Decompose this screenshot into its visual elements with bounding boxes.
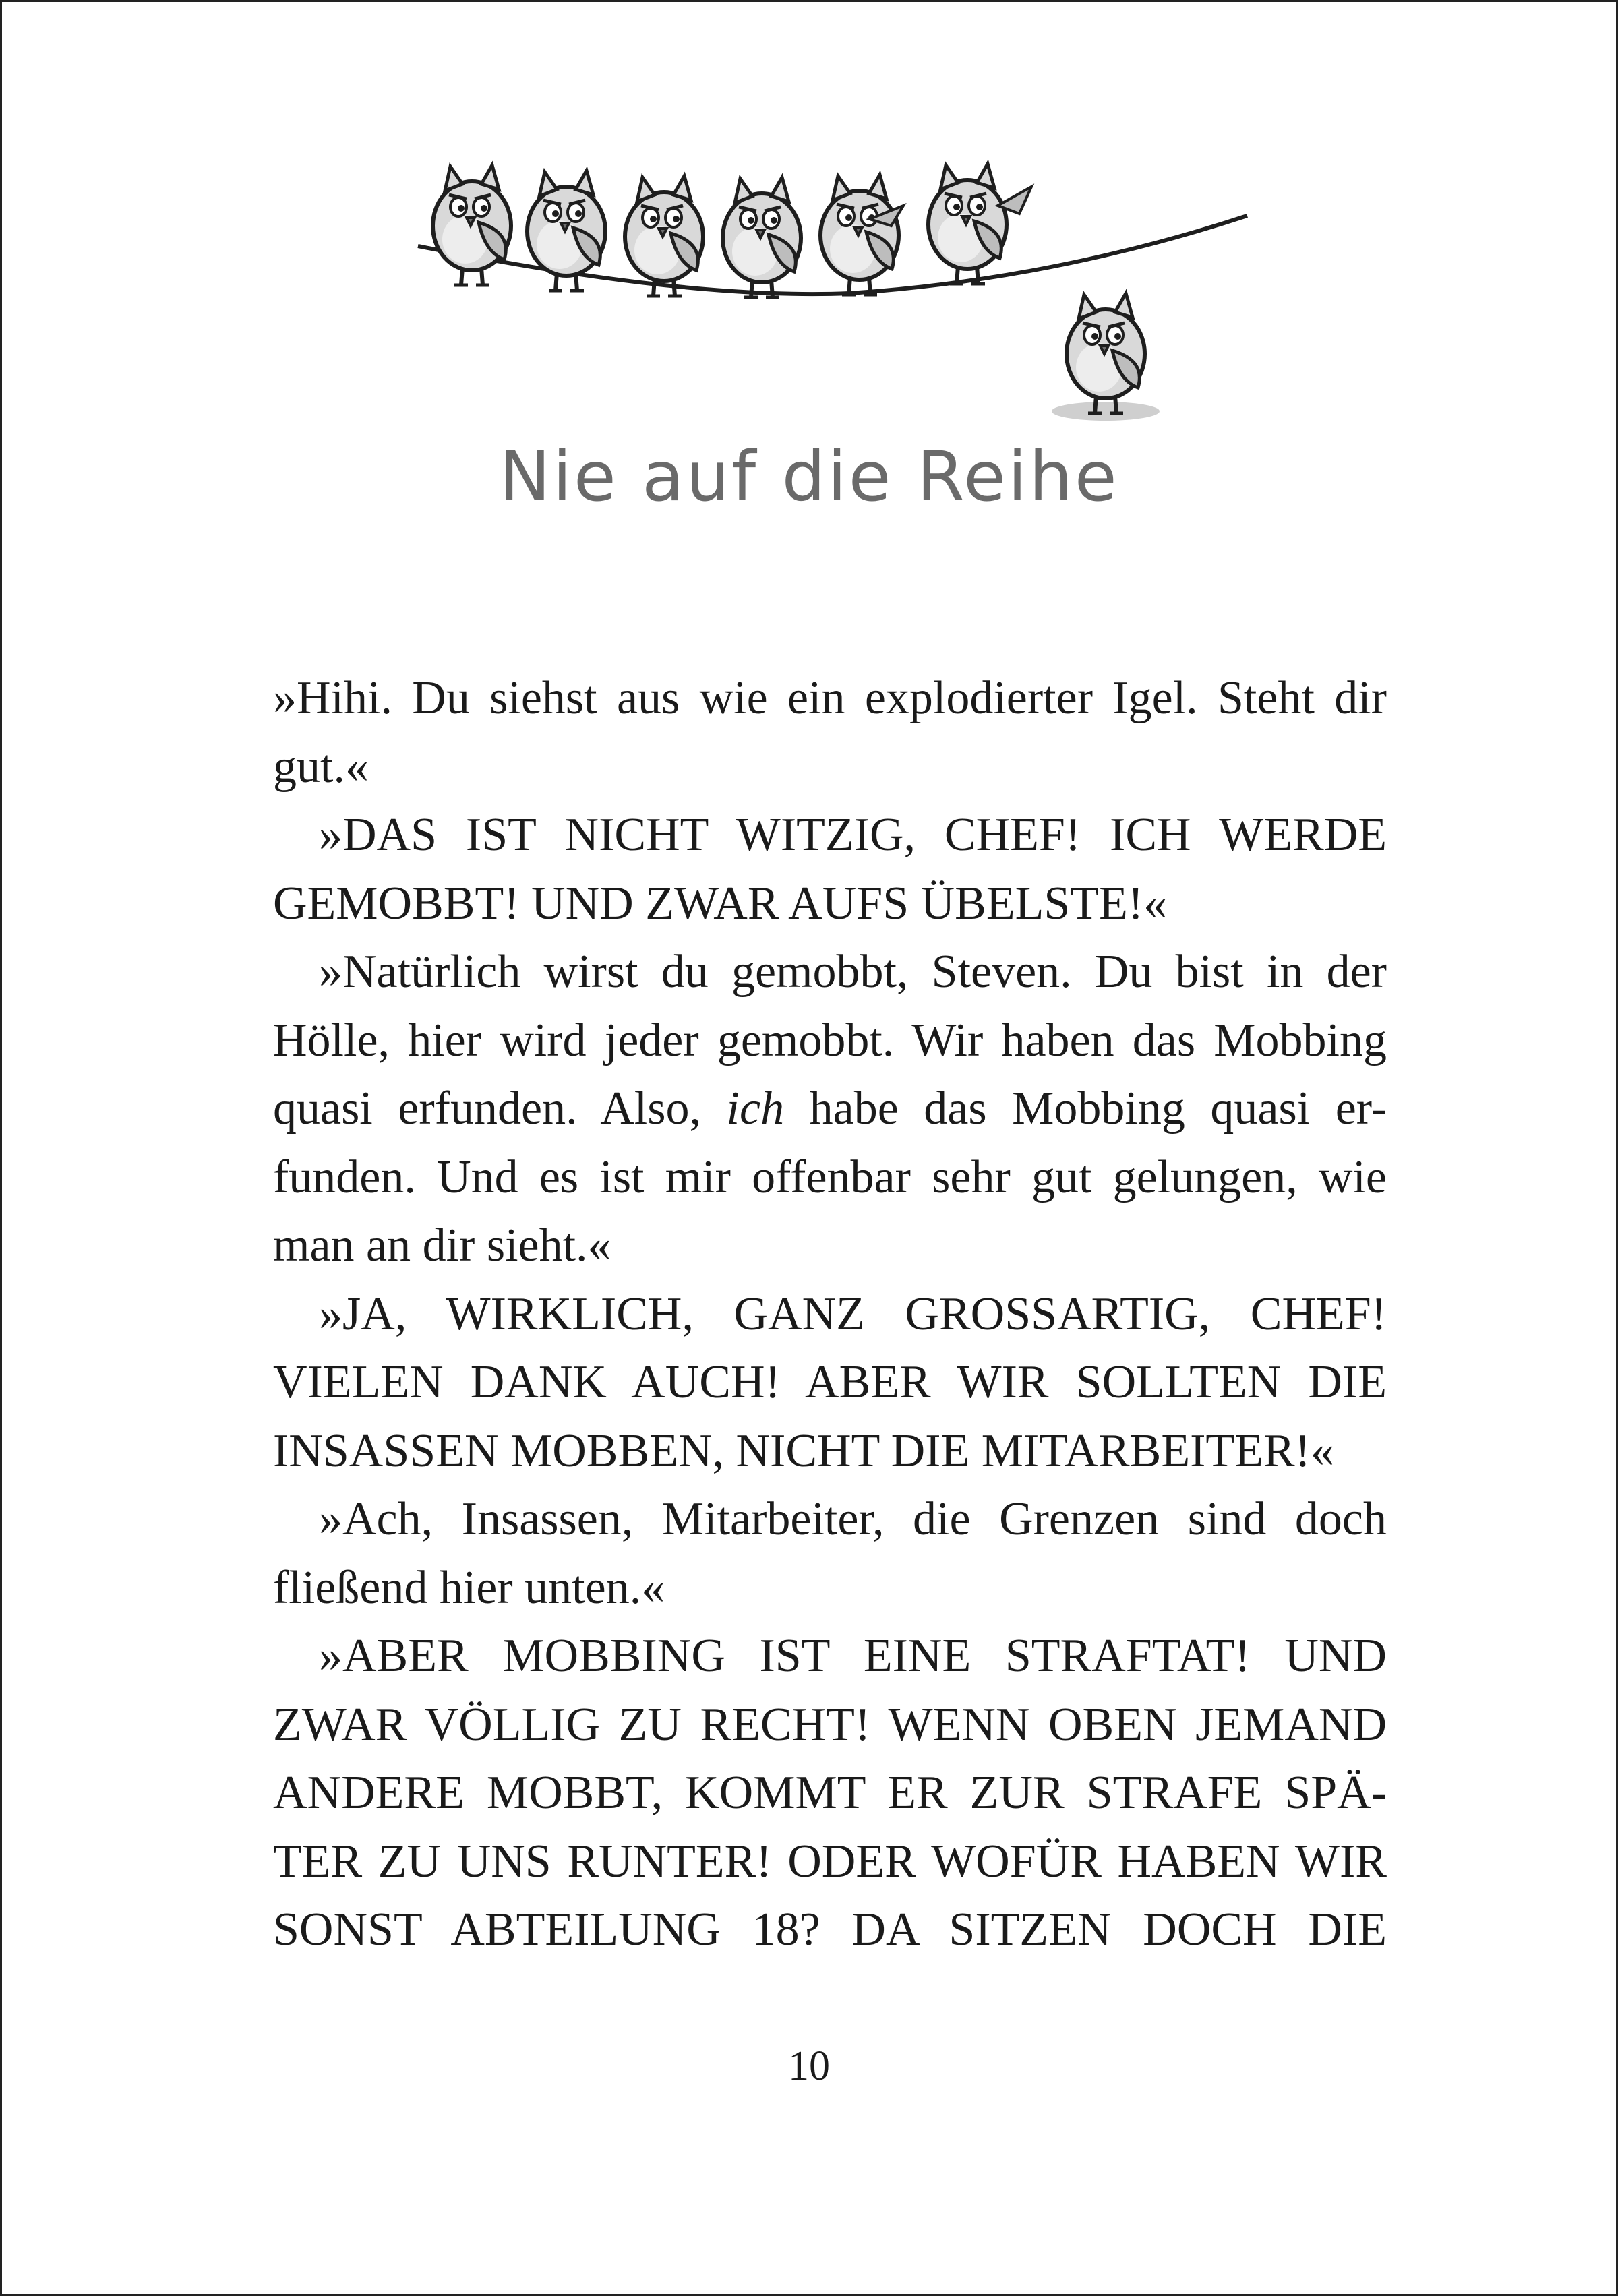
text-line: ANDERE MOBBT, KOMMT ER ZUR STRAFE SPÄ- [273, 1767, 1387, 1819]
chapter-title: Nie auf die Reihe [499, 437, 1119, 517]
text-line: »Ach, Insassen, Mitarbeiter, die Grenzen sind doch [319, 1493, 1387, 1545]
text-line: »Natürlich wirst du gemobbt, Steven. Du bist in der [319, 946, 1387, 998]
text-line: »ABER MOBBING IST EINE STRAFTAT! UND [319, 1630, 1387, 1682]
text-line: »Hihi. Du siehst aus wie ein explodierter Igel. Steht dir [273, 672, 1387, 724]
text-line: SONST ABTEILUNG 18? DA SITZEN DOCH DIE [273, 1904, 1387, 1956]
text-segment: quasi erfunden. Also, [273, 1083, 727, 1135]
text-segment: habe das Mobbing quasi er- [784, 1083, 1387, 1135]
text-line: man an dir sieht.« [273, 1219, 611, 1271]
text-line: »JA, WIRKLICH, GANZ GROSSARTIG, CHEF! [319, 1288, 1387, 1340]
text-line: gut.« [273, 740, 369, 793]
page-number: 10 [788, 2043, 830, 2089]
text-line: fließend hier unten.« [273, 1561, 665, 1614]
text-line: Hölle, hier wird jeder gemobbt. Wir haben das Mobbing [273, 1014, 1387, 1066]
text-line: »DAS IST NICHT WITZIG, CHEF! ICH WERDE [319, 809, 1387, 861]
emphasis: ich [726, 1083, 785, 1135]
text-line: VIELEN DANK AUCH! ABER WIR SOLLTEN DIE [273, 1356, 1387, 1408]
text-line: funden. Und es ist mir offenbar sehr gut gelungen, wie [273, 1151, 1387, 1203]
text-line: GEMOBBT! UND ZWAR AUFS ÜBELSTE!« [273, 877, 1168, 930]
text-line: TER ZU UNS RUNTER! ODER WOFÜR HABEN WIR [273, 1835, 1387, 1887]
text-line: INSASSEN MOBBEN, NICHT DIE MITARBEITER!« [273, 1424, 1334, 1477]
body-text [273, 664, 1387, 1964]
text-line [273, 1075, 1387, 1143]
birds-on-wire-icon [404, 152, 1254, 435]
text-line: ZWAR VÖLLIG ZU RECHT! WENN OBEN JEMAND [273, 1698, 1387, 1751]
